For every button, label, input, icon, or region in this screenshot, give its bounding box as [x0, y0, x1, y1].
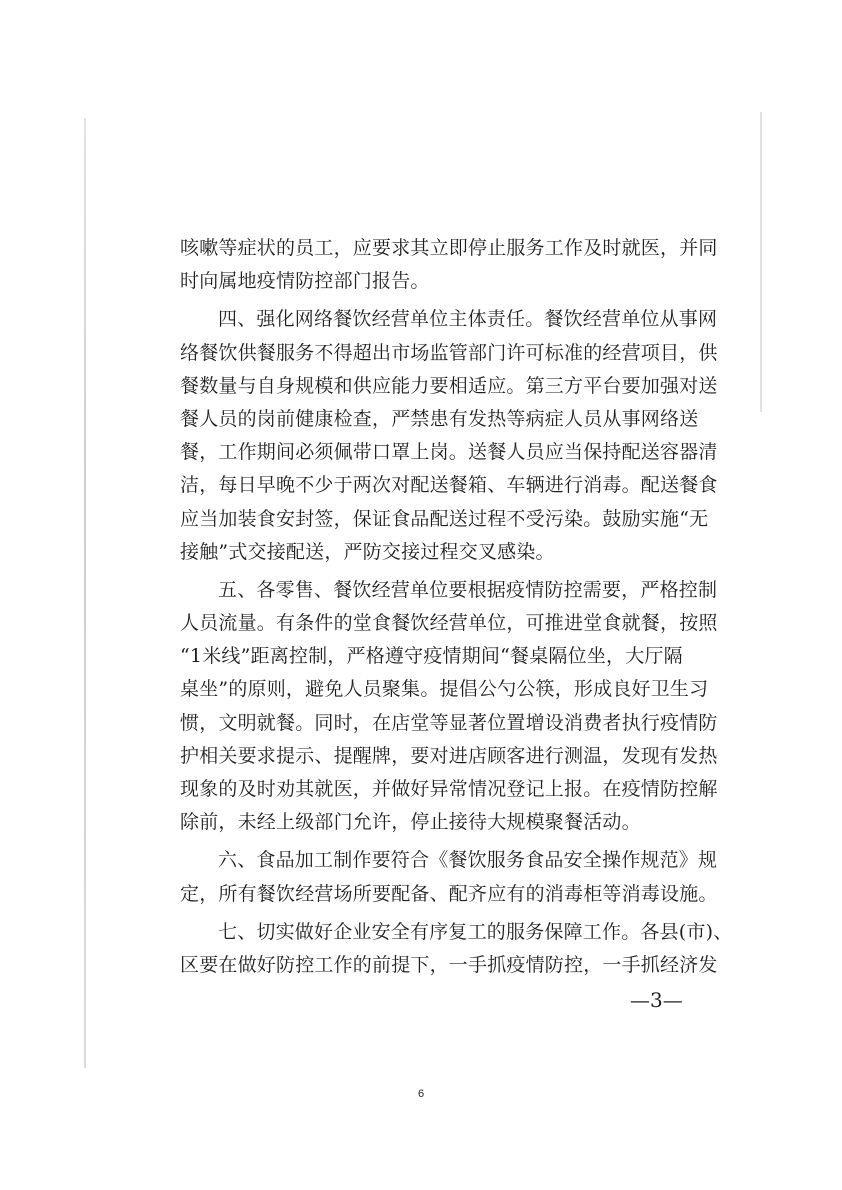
text-line: 护相关要求提示、提醒牌，要对进店顾客进行测温，发现有发热	[180, 744, 718, 767]
text-line: 人员流量。有条件的堂食餐饮经营单位，可推进堂食就餐，按照	[180, 612, 718, 635]
text-line: 惯，文明就餐。同时，在店堂等显著位置增设消费者执行疫情防	[180, 711, 718, 734]
text-line: 络餐饮供餐服务不得超出市场监管部门许可标准的经营项目，供	[180, 341, 718, 364]
paragraph-heading-7: 七、切实做好企业安全有序复工的服务保障工作。各县(市)、	[218, 920, 733, 943]
text-line: 接触”式交接配送，严防交接过程交叉感染。	[180, 540, 555, 563]
pdf-page-index: 6	[417, 1088, 425, 1100]
scan-edge-shadow-left	[84, 118, 86, 1068]
page-number: —3—	[630, 988, 683, 1012]
paragraph-heading-6: 六、食品加工制作要符合《餐饮服务食品安全操作规范》规	[218, 849, 718, 872]
text-line: 除前，未经上级部门允许，停止接待大规模聚餐活动。	[180, 811, 641, 834]
scan-edge-shadow-right	[760, 112, 762, 412]
text-line: 现象的及时劝其就医，并做好异常情况登记上报。在疫情防控解	[180, 778, 718, 800]
text-line: 洁，每日早晚不少于两次对配送餐箱、车辆进行消毒。配送餐食	[180, 474, 718, 497]
text-line: 定，所有餐饮经营场所要配备、配齐应有的消毒柜等消毒设施。	[180, 882, 718, 905]
text-line: “1米线”距离控制，严格遵守疫情期间“餐桌隔位坐，大厅隔	[180, 645, 683, 668]
paragraph-heading-4: 四、强化网络餐饮经营单位主体责任。餐饮经营单位从事网	[218, 308, 718, 331]
document-body	[180, 232, 733, 982]
text-line: 餐数量与自身规模和供应能力要相适应。第三方平台要加强对送	[180, 374, 718, 397]
text-line: 餐人员的岗前健康检查，严禁患有发热等病症人员从事网络送	[180, 407, 699, 430]
text-line: 咳嗽等症状的员工，应要求其立即停止服务工作及时就医，并同	[180, 237, 718, 259]
text-line: 应当加装食安封签，保证食品配送过程不受污染。鼓励实施“无	[180, 507, 709, 530]
text-line: 餐，工作期间必须佩带口罩上岗。送餐人员应当保持配送容器清	[180, 441, 718, 464]
text-line: 时向属地疫情防控部门报告。	[180, 270, 430, 293]
paragraph-heading-5: 五、各零售、餐饮经营单位要根据疫情防控需要，严格控制	[218, 578, 718, 601]
text-line: 区要在做好防控工作的前提下，一手抓疫情防控，一手抓经济发	[180, 953, 718, 976]
text-line: 桌坐”的原则，避免人员聚集。提倡公勺公筷，形成良好卫生习	[180, 678, 709, 701]
